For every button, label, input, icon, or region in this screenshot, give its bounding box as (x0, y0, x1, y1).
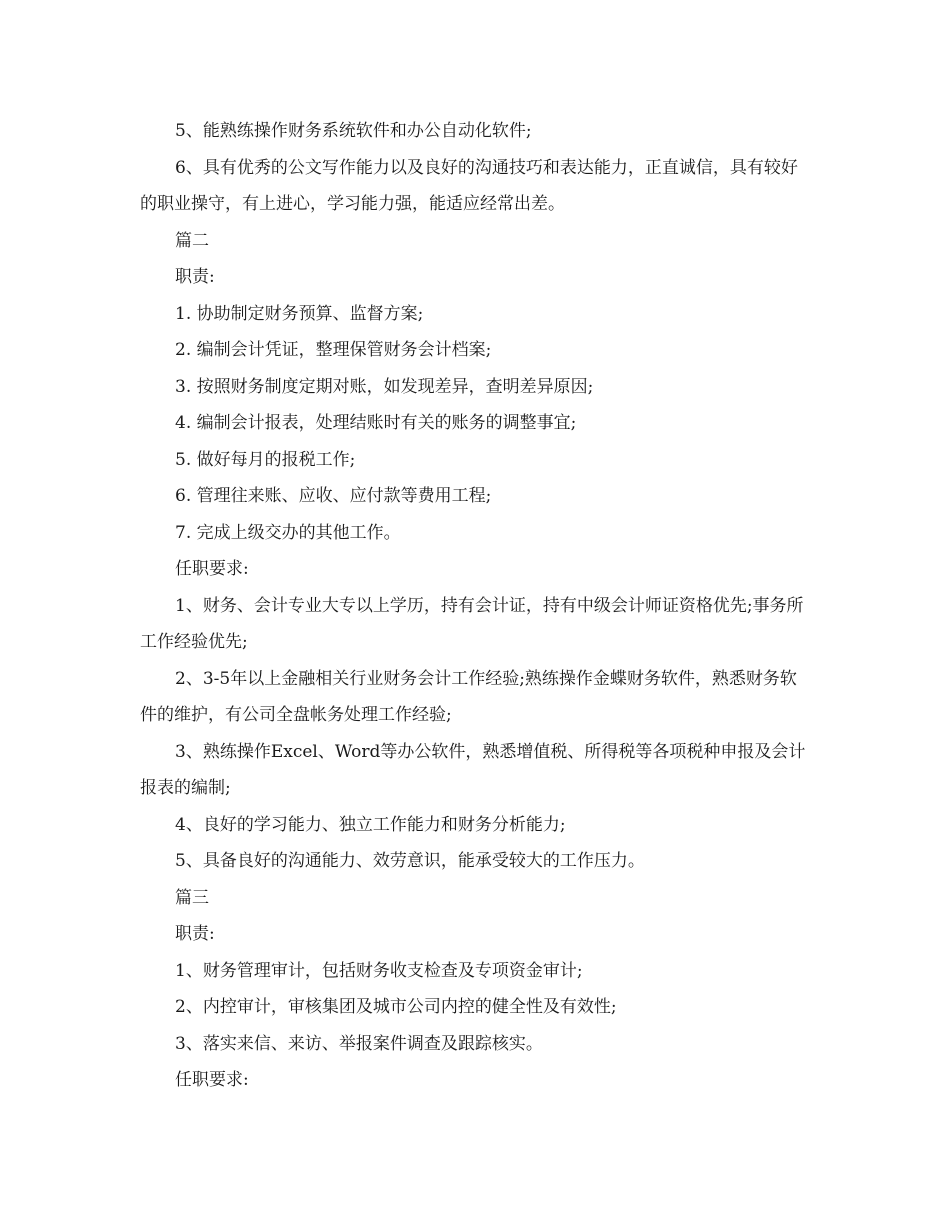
subheading-requirements: 任职要求: (175, 559, 249, 579)
section-heading-part3: 篇三 (175, 887, 209, 908)
duty-item-1: 1. 协助制定财务预算、监督方案; (175, 303, 424, 324)
requirement-item-3: 3、熟练操作Excel、Word等办公软件，熟悉增值税、所得税等各项税种申报及会计报表的编制; (140, 741, 806, 798)
duty-item-1: 1、财务管理审计，包括财务收支检查及专项资金审计; (175, 960, 583, 981)
document-body (140, 113, 810, 1099)
requirement-item-4: 4、良好的学习能力、独立工作能力和财务分析能力; (175, 814, 566, 835)
requirement-item-5: 5、具备良好的沟通能力、效劳意识，能承受较大的工作压力。 (175, 851, 645, 871)
duty-item-6: 6. 管理往来账、应收、应付款等费用工程; (175, 486, 492, 506)
duty-item-2: 2、内控审计，审核集团及城市公司内控的健全性及有效性; (175, 997, 617, 1017)
duty-item-3: 3. 按照财务制度定期对账，如发现差异，查明差异原因; (175, 376, 594, 397)
duty-item-7: 7. 完成上级交办的其他工作。 (175, 522, 401, 543)
paragraph-req-5: 5、能熟练操作财务系统软件和办公自动化软件; (175, 121, 532, 141)
subheading-duties: 职责: (175, 267, 215, 287)
duty-item-4: 4. 编制会计报表，处理结账时有关的账务的调整事宜; (175, 413, 577, 433)
duty-item-5: 5. 做好每月的报税工作; (175, 449, 356, 470)
requirement-item-2: 2、3-5年以上金融相关行业财务会计工作经验;熟练操作金蝶财务软件，熟悉财务软件的维护，有公司全盘帐务处理工作经验; (140, 668, 797, 725)
subheading-duties: 职责: (175, 924, 215, 944)
section-heading-part2: 篇二 (175, 230, 209, 251)
paragraph-req-6: 6、具有优秀的公文写作能力以及良好的沟通技巧和表达能力，正直诚信，具有较好的职业操守，有上进心，学习能力强，能适应经常出差。 (140, 157, 798, 214)
duty-item-3: 3、落实来信、来访、举报案件调查及跟踪核实。 (175, 1033, 543, 1054)
requirement-item-1: 1、财务、会计专业大专以上学历，持有会计证，持有中级会计师证资格优先;事务所工作经验优先; (140, 595, 804, 652)
subheading-requirements: 任职要求: (175, 1070, 249, 1090)
duty-item-2: 2. 编制会计凭证，整理保管财务会计档案; (175, 340, 492, 360)
